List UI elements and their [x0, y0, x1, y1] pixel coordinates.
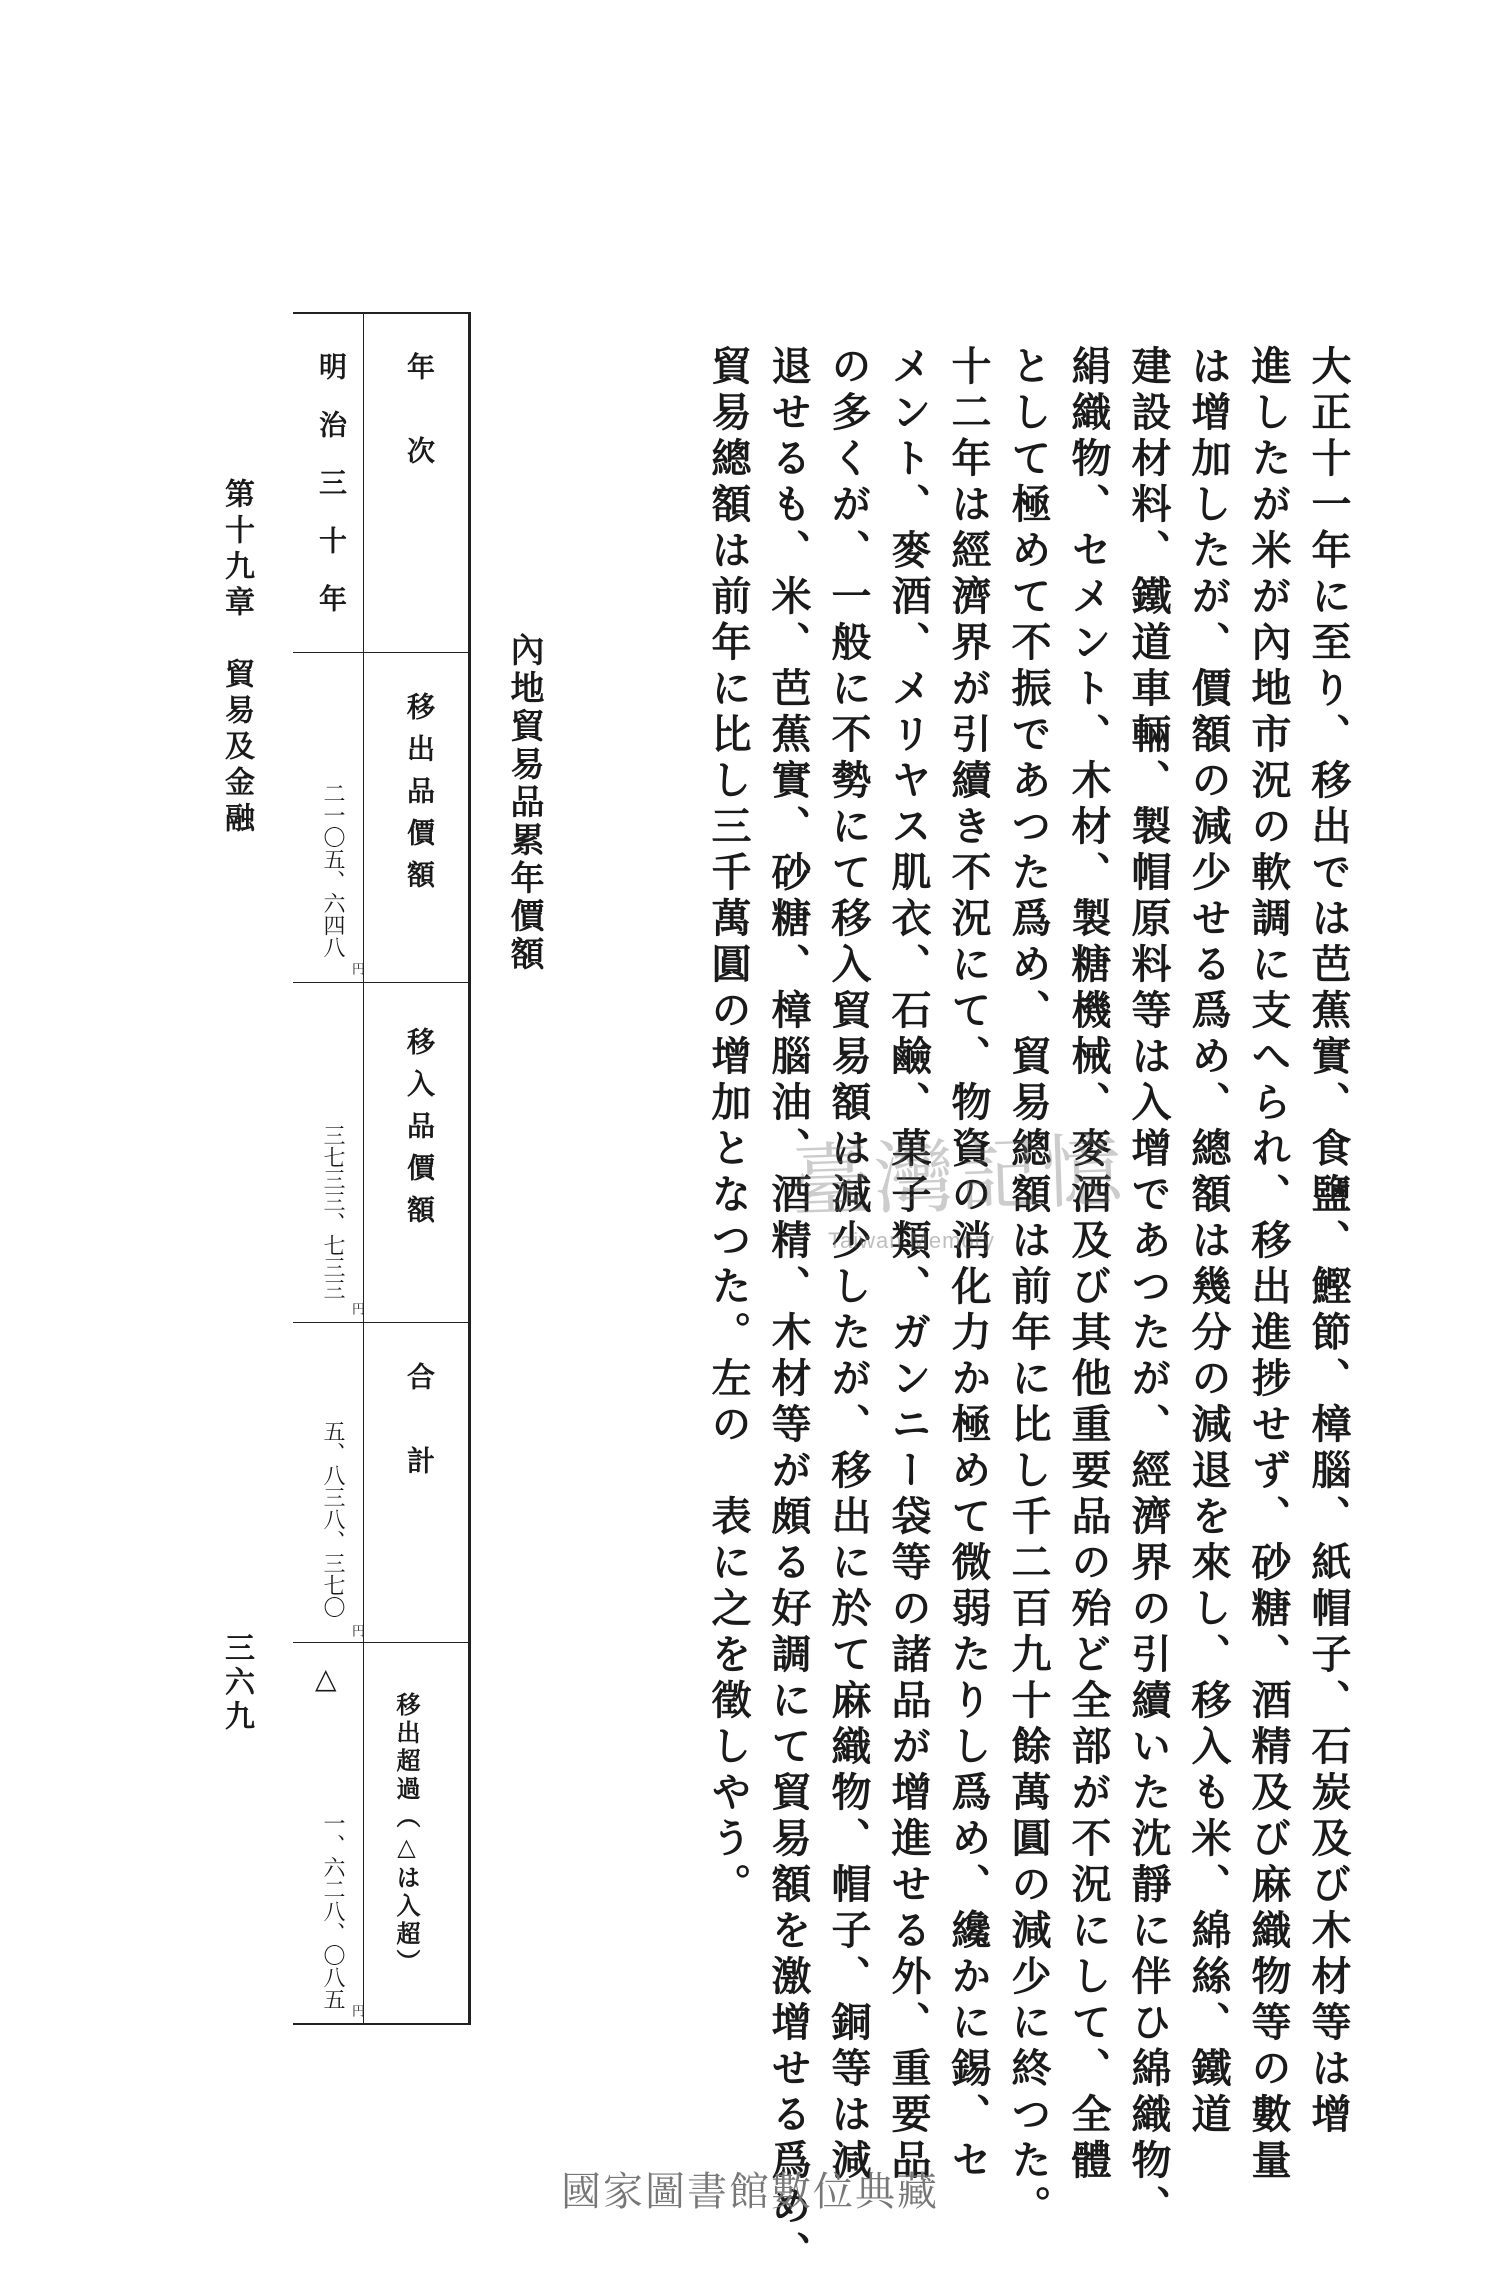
row-total-value: 五、八三八、三七〇	[320, 1420, 345, 1618]
body-column: 進したが米が內地市況の軟調に支へられ、移出進捗せず、砂糖、酒精及び麻織物等の數量	[1245, 345, 1292, 2185]
table-rule	[293, 1642, 471, 1643]
table-rule	[293, 982, 471, 983]
row-balance-value: 一、六二八、〇八五	[320, 1812, 345, 2010]
table-rule	[293, 1322, 471, 1323]
table-outer-rule	[468, 312, 471, 2025]
watermark-subtitle: Taiwan Memory	[828, 1228, 996, 1253]
unit-label: 円	[349, 962, 364, 975]
header-import: 移入品價額	[403, 1027, 436, 1237]
header-total: 合 計	[403, 1362, 436, 1488]
table-rule	[293, 2023, 471, 2025]
page-number: 三六九	[219, 1632, 254, 1734]
row-balance-mark: △	[315, 1662, 337, 1695]
table-column-rule	[363, 312, 364, 2025]
body-column: は增加したが、價額の減少せる爲め、總額は幾分の減退を來し、移入も米、綿絲、鐵道	[1185, 345, 1232, 2139]
body-column: 大正十一年に至り、移出では芭蕉實、食鹽、鰹節、樟腦、紙帽子、石炭及び木材等は增	[1305, 345, 1352, 2139]
watermark-logo: 臺灣記憶	[788, 1124, 1128, 1229]
unit-label: 円	[349, 1302, 364, 1315]
header-balance: 移出超過（△は入超）	[392, 1692, 421, 1977]
unit-label: 円	[349, 1624, 364, 1637]
row-year: 明治三十年	[315, 352, 348, 642]
body-column: の多くが、一般に不勢にて移入貿易額は減少したが、移出に於て麻織物、帽子、銅等は減	[825, 345, 872, 2185]
body-column: として極めて不振であつた爲め、貿易總額は前年に比し千二百九十餘萬圓の減少に終つた。	[1005, 345, 1052, 2231]
chapter-heading: 第十九章 貿易及金融	[219, 478, 254, 838]
body-column: 十二年は經濟界が引續き不況にて、物資の消化力か極めて微弱たりし爲め、纔かに錫、セ	[945, 345, 992, 2185]
body-column: 貿易總額は前年に比し三千萬圓の增加となつた。左の 表に之を徵しやう。	[705, 345, 752, 1909]
unit-label: 円	[349, 2004, 364, 2017]
table-title: 內地貿易品累年價額	[504, 632, 544, 974]
row-export-value: 二一〇五、六四八	[320, 782, 345, 958]
header-year: 年 次	[403, 352, 436, 478]
header-export: 移出品價額	[403, 692, 436, 902]
table-rule	[293, 652, 471, 653]
trade-table	[293, 312, 471, 2025]
body-column: 建設材料、鐵道車輛、製帽原料等は入增であつたが、經濟界の引續いた沈靜に伴ひ綿織物、	[1125, 345, 1172, 2231]
footer-label: 國家圖書館數位典藏	[561, 2169, 939, 2215]
body-column: メント、麥酒、メリヤス肌衣、石鹼、菓子類、ガンニー袋等の諸品が增進せる外、重要品	[885, 345, 932, 2185]
row-import-value: 三七三三、七三三	[320, 1124, 345, 1300]
body-column: 退せるも、米、芭蕉實、砂糖、樟腦油、酒精、木材等が頗る好調にて貿易額を激增せる爲め、	[765, 345, 812, 2277]
table-rule	[293, 312, 471, 314]
body-column: 絹織物、セメント、木材、製糖機械、麥酒及び其他重要品の殆ど全部が不況にして、全體	[1065, 345, 1112, 2185]
